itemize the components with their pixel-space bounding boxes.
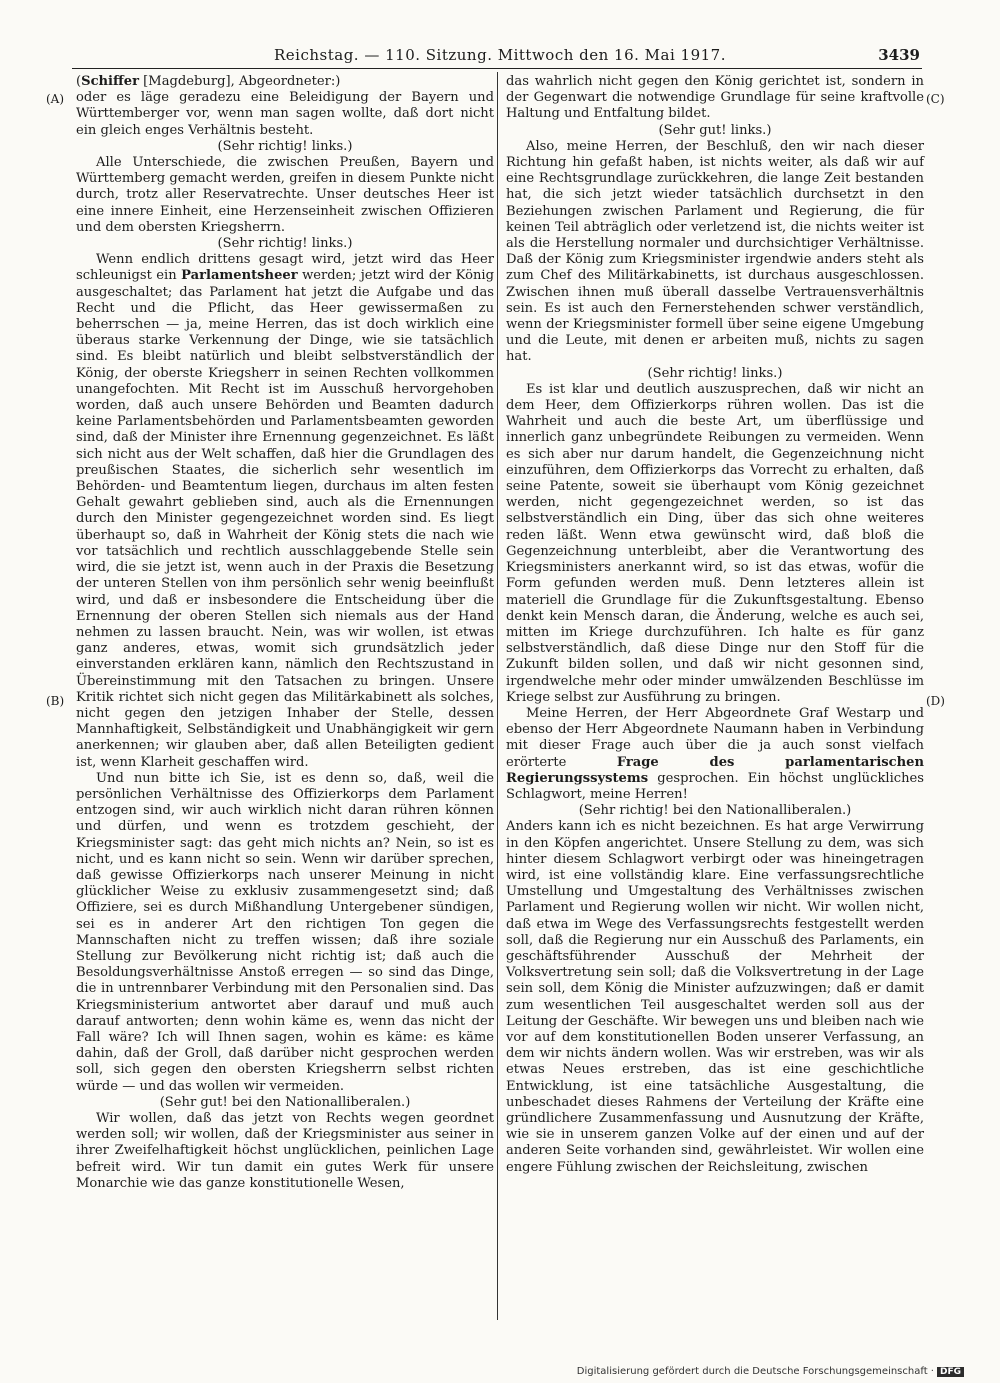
text-run: gesprochen. Ein höchst unglückliches Schlagwort, meine Herren! (506, 770, 924, 802)
page-number: 3439 (878, 46, 920, 64)
paragraph: Und nun bitte ich Sie, ist es denn so, daß, weil die persönlichen Verhältnisse des Offizierkorps dem Parlament entzogen sind, wir auch wirklich nicht daran rühren können und dürfen, und wenn es trotzdem geschieht, der Kriegsminister sagt: das geht mich nichts an? Nein, so ist es nicht, und es kann nicht so sein. Wenn wir darüber sprechen, daß gewisse Offizierkorps nach unserer Meinung in nicht glücklicher Weise zu exklusiv zusammengesetzt sind; daß Offiziere, sei es durch Mißhandlung Untergebener sündigen, sei es in anderer Art den richtigen Ton gegen die Mannschaften nicht zu treffen wissen; daß ihre soziale Stellung zur Bevölkerung nicht richtig ist; daß auch die Besoldungsverhältnisse Anstoß erregen — so sind das Dinge, die in untrennbarer Verbindung mit den Personalien sind. Das Kriegsministerium antwortet aber darauf und muß auch darauf antworten; denn wohin käme es, wenn das nicht der Fall wäre? Ich will Ihnen sagen, wohin es käme: es käme dahin, daß der Groll, daß darüber nicht gesprochen werden soll, sich gegen den obersten Kriegsherrn selbst richten würde — und das wollen wir vermeiden. (76, 770, 494, 1094)
paragraph (506, 706, 924, 803)
speaker-line: (Schiffer [Magdeburg], Abgeordneter:) (76, 74, 341, 89)
interjection: (Sehr richtig! links.) (217, 138, 353, 154)
margin-mark-d: (D) (926, 694, 945, 708)
interjection: (Sehr richtig! bei den Nationalliberalen.) (578, 803, 852, 819)
paragraph: Also, meine Herren, der Beschluß, den wir nach dieser Richtung hin gefaßt haben, ist nichts weiter, als daß wir auf eine Rechtsgrundlage zurückkehren, die lange Zeit bestanden hat, die sich jetzt wieder tatsächlich durchsetzt in den Beziehungen zwischen Parlament und Regierung, die für keinen Teil abträglich oder verletzend ist, die nichts weiter ist als die Herstellung normaler und durchsichtiger Verhältnisse. Daß der König zum Kriegsminister irgendwie anders steht als zum Chef des Militärkabinetts, ist durchaus ausgeschlossen. Zwischen ihnen muß überall dasselbe Vertrauensverhältnis sein. Es ist auch den Fernerstehenden schwer verständlich, wenn der Kriegsminister formell über seine eigene Umgebung und die Leute, mit denen er arbeiten muß, nichts zu sagen hat. (506, 138, 924, 365)
interjection: (Sehr gut! bei den Nationalliberalen.) (159, 1094, 411, 1110)
text-run: Wenn endlich drittens gesagt wird, jetzt wird das Heer schleunigst ein (76, 252, 494, 284)
text-run: werden; jetzt wird der König ausgeschaltet; das Parlament hat jetzt die Aufgabe und das Recht und die Pflicht, das Heer gewissermaßen zu beherrschen — ja, meine Herren, das ist doch wirklich eine überaus starke Verkennung der Dinge, wie sie tatsächlich sind. Es bleibt natürlich und bleibt selbstverständlich der König, der oberste Kriegsherr in seinen Rechten vollkommen unangefochten. Mit Recht ist im Ausschuß hervorgehoben worden, daß auch unsere Behörden und Beamten dadurch keine Parlamentsbehörden und Parlamentsbeamten geworden sind, daß der Minister ihre Ernennung gegenzeichnet. Es läßt sich nicht aus der Welt schaffen, daß hier die Grundlagen des preußischen Staates, die sicherlich sehr wesentlich im Behörden- und Beamtentum liegen, durchaus im alten festen Gehalt gewahrt geblieben sind, auch als die Ernennungen durch den Minister gegengezeichnet worden sind. Es liegt überhaupt so, daß in Wahrheit der König stets die nach wie vor tatsächlich und rechtlich ausschlaggebende Stelle sein wird, die sie jetzt ist, wenn auch in der Praxis die Besetzung der unteren Stellen von ihm persönlich sehr wenig beeinflußt wird, und daß er insbesondere die Entscheidung über die Ernennung der oberen Stellen sich niemals aus der Hand nehmen zu lassen braucht. Nein, was wir wollen, ist etwas ganz anderes, etwas, womit sich grundsätzlich jeder einverstanden erklären kann, nämlich den Rechtszustand in Übereinstimmung mit den Tatsachen zu bringen. Unsere Kritik richtet sich nicht gegen das Militärkabinett als solches, nicht gegen den jetzigen Inhaber der Stelle, dessen Mannhaftigkeit, Selbständigkeit und Unabhängigkeit wir gern anerkennen; wir glauben aber, daß allen Beteiligten gedient ist, wenn Klarheit geschaffen wird. (76, 268, 494, 770)
interjection: (Sehr richtig! links.) (217, 236, 353, 252)
emphasis: Frage des parlamentarischen Regierungssystems (506, 754, 925, 786)
margin-mark-a: (A) (46, 92, 65, 106)
interjection: (Sehr richtig! links.) (647, 365, 783, 381)
right-column (506, 74, 924, 1176)
margin-mark-c: (C) (926, 92, 945, 106)
speaker-role: [Magdeburg], Abgeordneter:) (139, 74, 341, 89)
paragraph: Es ist klar und deutlich auszusprechen, daß wir nicht an dem Heer, dem Offizierkorps rühren wollen. Das ist die Wahrheit und auch die beste Art, um überflüssige und innerlich ganz unbegründete Reibungen zu vermeiden. Wenn es sich aber nur darum handelt, die Gegenzeichnung nicht einzuführen, dem Offizierkorps das Vorrecht zu erhalten, daß seine Patente, soweit sie überhaupt vom König gezeichnet werden, nicht gegengezeichnet werden, so ist das selbstverständlich ein Ding, über das sich ohne weiteres reden läßt. Wenn etwa gewünscht wird, daß bloß die Gegenzeichnung unterbleibt, aber die Verantwortung des Kriegsministers anerkannt wird, so ist das etwas, wofür die Form gefunden werden muß. Denn letzteres allein ist materiell die Grundlage für die Zukunftsgestaltung. Ebenso denkt kein Mensch daran, die Änderung, welche es auch sei, mitten im Kriege durchzuführen. Ich halte es für ganz selbstverständlich, daß diese Dinge nur den Stoff für die Zukunft bilden sollen, und daß wir nicht gesonnen sind, irgendwelche mehr oder minder umwälzenden Beschlüsse im Kriege selbst zur Ausführung zu bringen. (506, 381, 924, 705)
page-header (80, 46, 920, 68)
emphasis: Parlamentsheer (181, 268, 298, 284)
header-rule (72, 68, 922, 69)
paragraph: Alle Unterschiede, die zwischen Preußen, Bayern und Württemberg gemacht werden, greifen in diesem Punkte nicht durch, trotz aller Reservatrechte. Unser deutsches Heer ist eine innere Einheit, eine Herzenseinheit zwischen Offizieren und dem obersten Kriegsherrn. (76, 155, 494, 235)
paragraph (76, 252, 494, 771)
paragraph: Anders kann ich es nicht bezeichnen. Es hat arge Verwirrung in den Köpfen angerichtet. Unsere Stellung zu dem, was sich hinter diesem Schlagwort verbirgt oder was hineingetragen wird, ist eine vollständig klare. Eine verfassungsrechtliche Umstellung und Umgestaltung des Verhältnisses zwischen Parlament und Regierung wollen wir nicht. Wir wollen nicht, daß etwa im Wege des Verfassungsrechts festgestellt werden soll, daß die Regierung nur ein Ausschuß des Parlaments, ein geschäftsführender Ausschuß der Mehrheit der Volksvertretung sein soll; daß die Volksvertretung in der Lage sein soll, dem König die Minister aufzuzwingen; daß er damit zum wesentlichen Teil ausgeschaltet werden soll aus der Leitung der Geschäfte. Wir bewegen uns und bleiben nach wie vor auf dem konstitutionellen Boden unserer Verfassung, an dem wir nichts ändern wollen. Was wir erstreben, was wir als etwas Neues erstreben, das ist eine geschichtliche Entwicklung, ist eine tatsächliche Ausgestaltung, die unbeschadet dieses Rahmens der Verteilung der Kräfte eine gründlichere Zusammenfassung und Ausnutzung der Kräfte, wie sie in unserem ganzen Volke auf der einen und auf der anderen Seite vorhanden sind, gewährleistet. Wir wollen eine engere Fühlung zwischen der Reichsleitung, zwischen (506, 819, 924, 1175)
speaker-name: Schiffer (81, 74, 140, 89)
text-run: Meine Herren, der Herr Abgeordnete Graf Westarp und ebenso der Herr Abgeordnete Naumann haben in Verbindung mit dieser Frage auch über die ja auch sonst vielfach erörterte (506, 705, 924, 770)
paragraph: Wir wollen, daß das jetzt von Rechts wegen geordnet werden soll; wir wollen, daß der Kriegsminister aus seiner in ihrer Zweifelhaftigkeit höchst unglücklichen, peinlichen Lage befreit wird. Wir tun damit ein gutes Werk für unsere Monarchie wie das ganze konstitutionelle Wesen, (76, 1111, 494, 1191)
dfg-logo: DFG (937, 1367, 964, 1377)
page-title: Reichstag. — 110. Sitzung. Mittwoch den 16. Mai 1917. (274, 46, 726, 64)
left-column (76, 74, 494, 1192)
interjection: (Sehr gut! links.) (658, 122, 772, 138)
paragraph: das wahrlich nicht gegen den König gerichtet ist, sondern in der Gegenwart die notwendige Grundlage für seine kraftvolle Haltung und Entfaltung bildet. (506, 74, 924, 122)
footer-text: Digitalisierung gefördert durch die Deutsche Forschungsgemeinschaft · (576, 1366, 934, 1377)
footer-credit (577, 1366, 964, 1377)
margin-mark-b: (B) (46, 694, 65, 708)
paragraph: oder es läge geradezu eine Beleidigung der Bayern und Württemberger vor, wenn man sagen wollte, daß dort nicht ein gleich enges Verhältnis besteht. (76, 90, 494, 138)
column-divider (497, 72, 498, 1320)
